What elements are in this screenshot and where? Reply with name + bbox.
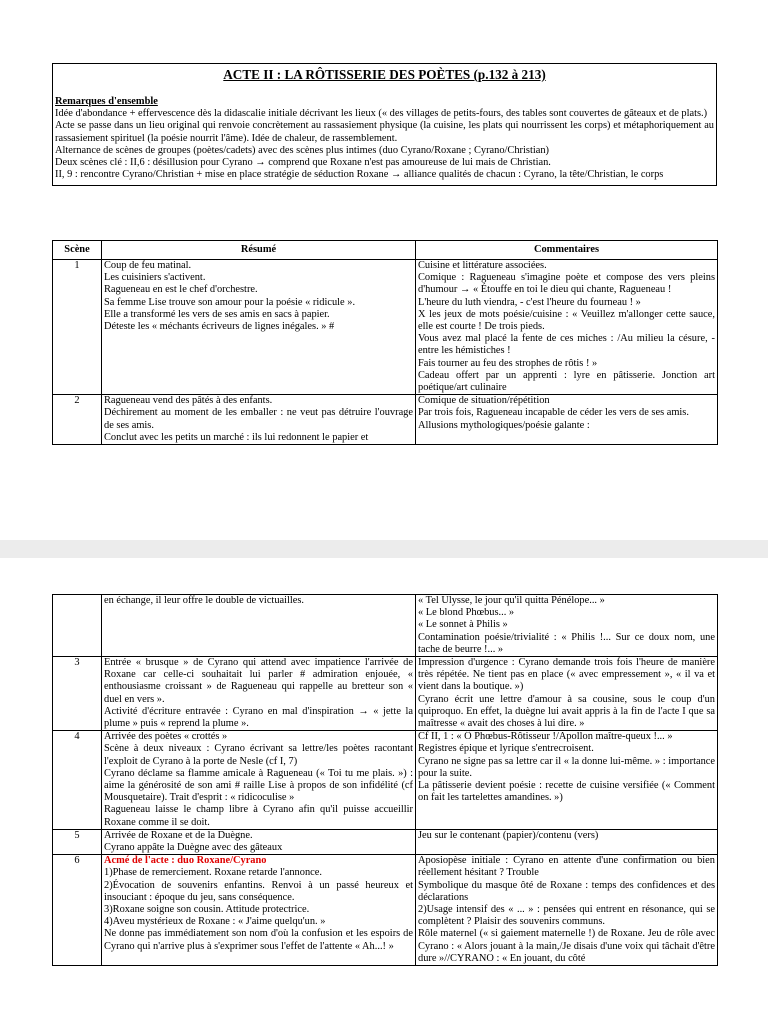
commentaire-line: Cuisine et littérature associées. xyxy=(418,260,547,271)
resume-line: Elle a transformé les vers de ses amis en sacs à papier. xyxy=(104,308,330,320)
acme-heading: Acmé de l'acte : duo Roxane/Cyrano xyxy=(104,855,267,867)
table-row xyxy=(53,855,718,966)
commentaire-line: 2)Usage intensif des « ... » : pensées qui entrent en résonance, qui se complètent ? Plaisir des souvenirs communs. xyxy=(418,904,715,928)
commentaire-line: Registres épique et lyrique s'entrecroisent. xyxy=(418,743,594,755)
remark-paragraph: Idée d'abondance + effervescence dès la didascalie initiale décrivant les lieux (« des villages de petits-fours, des tables sont couvertes de gâteaux et de plats.) xyxy=(55,108,708,120)
commentaire-line: Par trois fois, Ragueneau incapable de céder les vers de ses amis. xyxy=(418,407,689,419)
commentaire-line: « Le sonnet à Philis » xyxy=(418,619,508,631)
intro-frame xyxy=(52,63,717,186)
table-row xyxy=(53,829,718,854)
table-row xyxy=(53,595,718,657)
document-page-2 xyxy=(0,558,768,1024)
commentaires-cell xyxy=(416,855,718,966)
resume-line: 4)Aveu mystérieux de Roxane : « J'aime quelqu'un. » xyxy=(104,916,326,928)
table-row xyxy=(53,657,718,731)
scene-number: 6 xyxy=(53,855,102,966)
resume-cell xyxy=(102,260,416,395)
commentaires-cell xyxy=(416,731,718,830)
resume-line: 3)Roxane soigne son cousin. Attitude protectrice. xyxy=(104,904,310,916)
commentaire-line: La pâtisserie devient poésie : recette de cuisine versifiée (« Comment on fait les tartelettes amandines. ») xyxy=(418,780,715,804)
header-commentaires: Commentaires xyxy=(416,241,718,260)
commentaires-cell xyxy=(416,260,718,395)
commentaire-line: Contamination poésie/trivialité : « Philis !... Sur ce doux nom, une tache de beurre !... » xyxy=(418,631,715,655)
scene-number: 1 xyxy=(53,260,102,395)
scene-number: 4 xyxy=(53,731,102,830)
header-resume: Résumé xyxy=(102,241,416,260)
scenes-table-page-2 xyxy=(52,594,718,966)
scene-number xyxy=(53,595,102,657)
commentaires-cell xyxy=(416,395,718,445)
resume-line: Déteste les « méchants écriveurs de lignes inégales. » # xyxy=(104,321,335,333)
commentaire-line: Comique de situation/répétition xyxy=(418,395,550,407)
commentaire-line: X les jeux de mots poésie/cuisine : « Veuillez m'allonger cette sauce, elle est courte ! De trois pieds. xyxy=(418,308,715,333)
resume-line: Arrivée de Roxane et de la Duègne. xyxy=(104,829,253,841)
remarks-heading: Remarques d'ensemble xyxy=(55,96,158,107)
commentaire-line: Fais tourner au feu des strophes de rôtis ! » xyxy=(418,357,598,369)
commentaire-line: Cadeau offert par un apprenti : lyre en pâtisserie. Jonction art poétique/art culinaire xyxy=(418,369,715,394)
commentaire-line: « Le blond Phœbus... » xyxy=(418,607,515,619)
commentaire-line: Cyrano écrit une lettre d'amour à sa cousine, sous le coup d'un quiproquo. En effet, la duègne lui avait appris à la fin de l'acte I que sa maîtresse « avait des choses à lui dire. » xyxy=(418,693,715,730)
resume-line: Activité d'écriture entravée : Cyrano en mal d'inspiration → « jette la plume » puis « reprend la plume ». xyxy=(104,705,413,730)
commentaire-line: Symbolique du masque ôté de Roxane : temps des confidences et des déclarations xyxy=(418,879,715,903)
commentaire-line: L'heure du luth viendra, - c'est l'heure du fourneau ! » xyxy=(418,296,641,308)
resume-cell xyxy=(102,731,416,830)
remarks-section xyxy=(53,96,716,185)
resume-line: Ragueneau en est le chef d'orchestre. xyxy=(104,284,258,296)
commentaire-line: Cyrano ne signe pas sa lettre car il « la donne lui-même. » : importance pour la suite. xyxy=(418,755,715,779)
table-row xyxy=(53,395,718,445)
commentaires-cell xyxy=(416,829,718,854)
scene-number: 5 xyxy=(53,829,102,854)
resume-cell xyxy=(102,657,416,731)
commentaire-line: Comique : Ragueneau s'imagine poète et compose des vers pleins d'humour → « Étouffe en toi le dieu qui chante, Ragueneau ! xyxy=(418,272,715,296)
resume-cell xyxy=(102,595,416,657)
page-title: ACTE II : LA RÔTISSERIE DES POÈTES (p.132 à 213) xyxy=(223,67,546,82)
resume-line: Coup de feu matinal. xyxy=(104,260,192,271)
table-header-row xyxy=(53,241,718,260)
resume-cell xyxy=(102,395,416,445)
table-row xyxy=(53,260,718,395)
resume-line: 2)Évocation de souvenirs enfantins. Renvoi à un passé heureux et insouciant : époque du jeu, sans conséquence. xyxy=(104,879,413,903)
remark-paragraph: II, 9 : rencontre Cyrano/Christian + mise en place stratégie de séduction Roxane → alliance qualités de chacun : Cyrano, la tête/Christian, le corps xyxy=(55,169,664,181)
scene-number: 3 xyxy=(53,657,102,731)
commentaire-line: Allusions mythologiques/poésie galante : xyxy=(418,419,590,431)
commentaire-line: « Tel Ulysse, le jour qu'il quitta Pénélope... » xyxy=(418,595,605,606)
resume-line: Entrée « brusque » de Cyrano qui attend avec impatience l'arrivée de Roxane car celle-ci souhaitait lui parler # admiration enjouée, « enthousiasme croissant » de Ragueneau qui rappelle au bretteur son « duel en vers ». xyxy=(104,657,413,705)
resume-line: Arrivée des poètes « crottés » xyxy=(104,731,228,743)
commentaire-line: Aposiopèse initiale : Cyrano en attente d'une confirmation ou bien réellement hésitant ? Trouble xyxy=(418,855,715,879)
resume-cell xyxy=(102,855,416,966)
resume-line: Scène à deux niveaux : Cyrano écrivant sa lettre/les poètes racontant l'exploit de Cyrano à la porte de Nesle (cf I, 7) xyxy=(104,743,413,767)
commentaires-cell xyxy=(416,595,718,657)
scenes-table-page-1 xyxy=(52,240,718,445)
scene-number: 2 xyxy=(53,395,102,445)
commentaire-line: Jeu sur le contenant (papier)/contenu (vers) xyxy=(418,829,599,841)
resume-line: Les cuisiniers s'activent. xyxy=(104,272,206,284)
commentaire-line: Impression d'urgence : Cyrano demande trois fois l'heure de manière très répétée. Ne tient pas en place (« avec empressement », « il va et vient dans la boutique. ») xyxy=(418,657,715,693)
resume-line: Déchirement au moment de les emballer : ne veut pas détruire l'ouvrage de ses amis. xyxy=(104,407,413,431)
resume-line: Sa femme Lise trouve son amour pour la poésie « ridicule ». xyxy=(104,296,356,308)
resume-cell xyxy=(102,829,416,854)
remark-paragraph: Alternance de scènes de groupes (poètes/cadets) avec des scènes plus intimes (duo Cyrano/Roxane ; Cyrano/Christian) xyxy=(55,144,549,156)
resume-line: Ragueneau laisse le champ libre à Cyrano afin qu'il puisse accueillir Roxane comme il se doit. xyxy=(104,804,413,828)
resume-line: Conclut avec les petits un marché : ils lui redonnent le papier et xyxy=(104,431,369,443)
resume-line: en échange, il leur offre le double de victuailles. xyxy=(104,595,305,606)
resume-line: Cyrano appâte la Duègne avec des gâteaux xyxy=(104,842,283,854)
resume-line: 1)Phase de remerciement. Roxane retarde l'annonce. xyxy=(104,867,322,879)
commentaire-line: Rôle maternel (« si gaiement maternelle !) de Roxane. Jeu de rôle avec Cyrano : « Alors jouant à la main,/Je disais d'une voix qui tâchait d'être dure »//CYRANO : « En jouant, du côté xyxy=(418,928,715,964)
commentaires-cell xyxy=(416,657,718,731)
commentaire-line: Vous avez mal placé la fente de ces miches : /Au milieu la césure, - entre les hémistiches ! xyxy=(418,333,715,357)
resume-line: Ragueneau vend des pâtés à des enfants. xyxy=(104,395,273,407)
commentaire-line: Cf II, 1 : « Ô Phœbus-Rôtisseur !/Apollon maître-queux !... » xyxy=(418,731,673,743)
resume-line: Ne donne pas immédiatement son nom d'où la confusion et les espoirs de Cyrano qui n'arrive plus à s'exprimer sous l'effet de l'attente « Ah...! » xyxy=(104,928,413,952)
table-row xyxy=(53,731,718,830)
resume-line: Cyrano déclame sa flamme amicale à Ragueneau (« Toi tu me plais. ») : aime la générosité de son ami # raille Lise à propos de son infidélité (cf Mousquetaire). Trait d'esprit : « ridicoculise » xyxy=(104,767,413,804)
remark-paragraph: Deux scènes clé : II,6 : désillusion pour Cyrano → comprend que Roxane n'est pas amoureuse de lui mais de Christian. xyxy=(55,157,551,169)
header-scene: Scène xyxy=(53,241,102,260)
remark-paragraph: Acte se passe dans un lieu original qui renvoie concrètement au rassasiement physique (la cuisine, les plats qui nourrissent les corps) et métaphoriquement au rassasiement spirituel (la poésie nourrit l'âme). Idée de chaleur, de rassemblement. xyxy=(55,120,714,144)
